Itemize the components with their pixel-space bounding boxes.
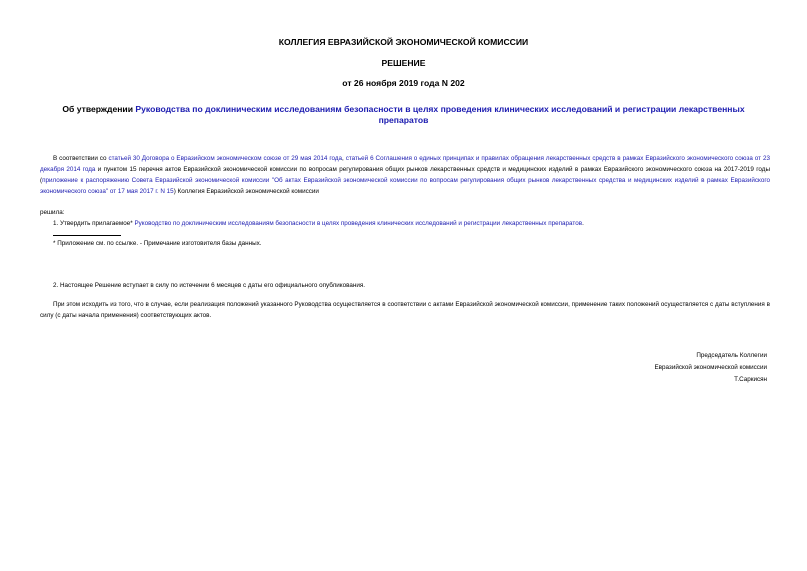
footnote-divider: [53, 235, 121, 236]
title-prefix: Об утверждении: [62, 104, 136, 114]
preamble-text-4: ) Коллегия Евразийской экономической комиссии: [173, 188, 319, 195]
item-1-suffix: .: [582, 220, 584, 227]
preamble-paragraph: [40, 153, 770, 197]
preamble-text-2: ,: [342, 155, 346, 162]
preamble-text-3: и пунктом 15 перечня актов Евразийской экономической комиссии по вопросам регулирования общих рынков лекарственных средств и медицинских изделий в рамках Евразийского экономического союза на 2017-2019 годы (: [40, 166, 770, 184]
document-title: [50, 104, 757, 126]
title-guideline-link[interactable]: Руководства по доклиническим исследованиям безопасности в целях проведения клинических исследований и регистрации лекарственных препаратов: [135, 104, 745, 125]
resolved-label: решила:: [40, 209, 65, 216]
document-type-heading: РЕШЕНИЕ: [381, 58, 426, 68]
preamble-text-1: В соответствии со: [53, 155, 109, 162]
agreement-article-6-link[interactable]: статьей 6 Соглашения о единых принципах и правилах обращения лекарственных средств в рамках Евразийского экономического союза от 23 декабря 2014 года: [40, 155, 770, 173]
item-2: 2. Настоящее Решение вступает в силу по истечении 6 месяцев с даты его официального опубликования.: [53, 282, 366, 289]
treaty-article-30-link[interactable]: статьей 30 Договора о Евразийском экономическом союзе от 29 мая 2014 года: [108, 155, 343, 162]
item-1-guideline-link[interactable]: Руководство по доклиническим исследованиям безопасности в целях проведения клинических исследований и регистрации лекарственных препаратов: [134, 220, 583, 227]
signature-position: Председатель Коллегии: [696, 352, 767, 359]
footnote: * Приложение см. по ссылке. - Примечание изготовителя базы данных.: [53, 240, 262, 247]
item-1: [40, 218, 770, 229]
organization-heading: КОЛЛЕГИЯ ЕВРАЗИЙСКОЙ ЭКОНОМИЧЕСКОЙ КОМИССИИ: [278, 37, 529, 47]
date-number-heading: от 26 ноября 2019 года N 202: [342, 78, 465, 88]
application-paragraph: При этом исходить из того, что в случае, если реализация положений указанного Руководства осуществляется в соответствии с актами Евразийской экономической комиссии, применение таких положений осуществляется с даты вступления в силу (с даты начала применения) соответствующих актов.: [40, 301, 770, 319]
council-order-link[interactable]: приложение к распоряжению Совета Евразийской экономической комиссии "Об актах Евразийской экономической комиссии по вопросам регулирования общих рынков лекарственных средства и медицинских изделий в рамках Евразийского экономического союза" от 17 мая 2017 г. N 15: [40, 177, 770, 195]
item-1-prefix: 1. Утвердить прилагаемое*: [53, 220, 135, 227]
signature-name: Т.Саркисян: [734, 376, 767, 383]
signature-organization: Евразийской экономической комиссии: [654, 364, 767, 371]
